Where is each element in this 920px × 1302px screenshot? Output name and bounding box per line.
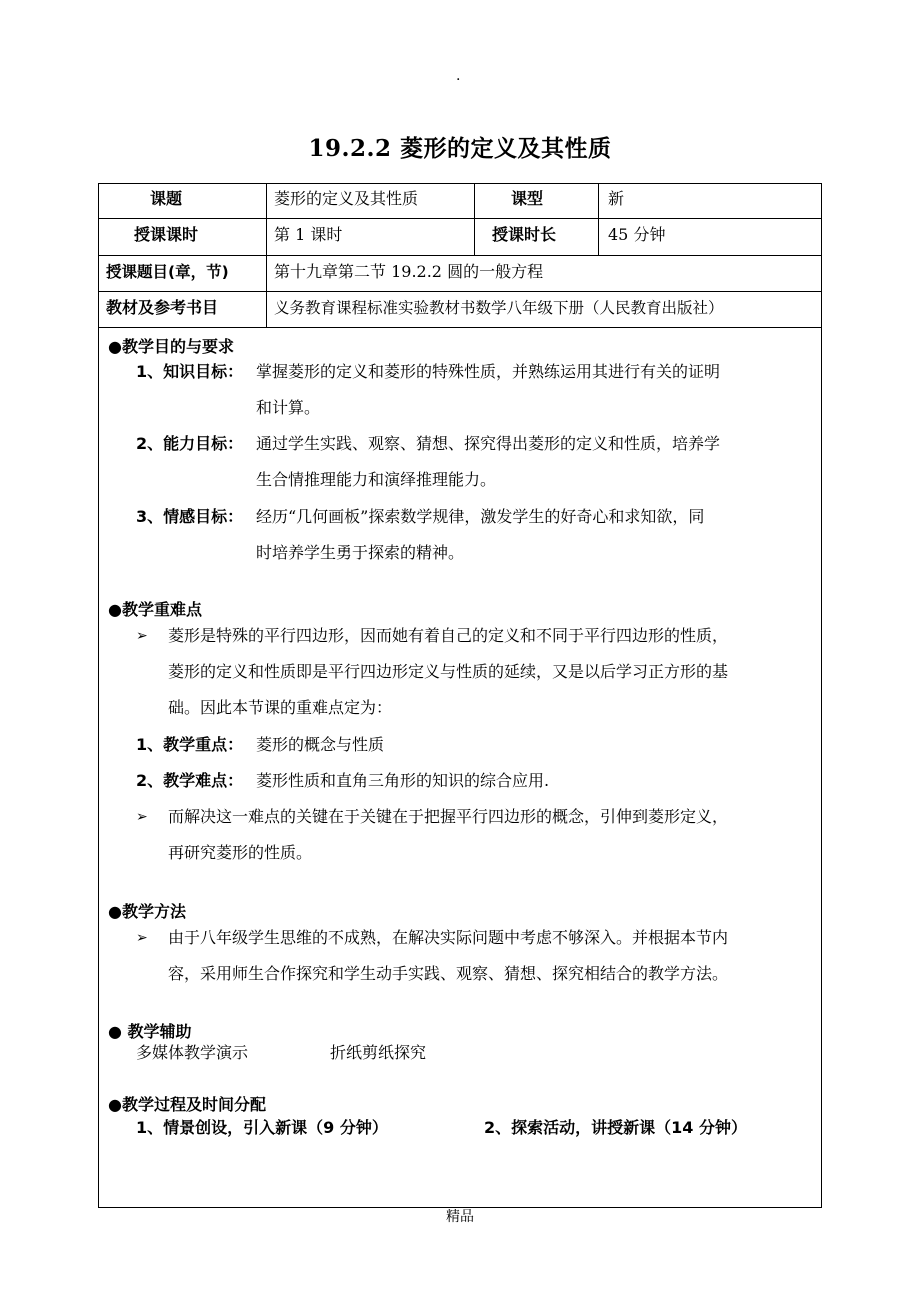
goal-1-line1: 掌握菱形的定义和菱形的特殊性质，并熟练运用其进行有关的证明	[256, 362, 721, 381]
method-heading: ●教学方法	[108, 902, 186, 921]
process-step-1: 1、情景创设，引入新课（9 分钟）	[136, 1118, 388, 1137]
method-text-line2: 容，采用师生合作探究和学生动手实践、观察、猜想、探究相结合的教学方法。	[168, 964, 729, 983]
topic-label: 课题	[150, 189, 183, 208]
type-label: 课型	[511, 189, 544, 208]
bullet-arrow-icon: ➢	[136, 930, 148, 946]
goal-1-label: 1、知识目标：	[136, 362, 244, 381]
difficulty-value: 菱形性质和直角三角形的知识的综合应用.	[256, 771, 550, 790]
aids-heading: ● 教学辅助	[108, 1022, 192, 1041]
focus-value: 菱形的概念与性质	[256, 735, 385, 754]
goals-heading: ●教学目的与要求	[108, 337, 234, 356]
page-title: 19.2.2 菱形的定义及其性质	[308, 135, 612, 162]
goal-3-label: 3、情感目标：	[136, 507, 244, 526]
solution-text-line2: 再研究菱形的性质。	[168, 843, 313, 862]
goal-1-line2: 和计算。	[256, 398, 321, 417]
solution-text-line1: 而解决这一难点的关键在于关键在于把握平行四边形的概念，引伸到菱形定义，	[168, 807, 729, 826]
aid-item-multimedia: 多媒体教学演示	[136, 1043, 249, 1062]
difficulty-label: 2、教学难点：	[136, 771, 244, 790]
process-heading: ●教学过程及时间分配	[108, 1095, 266, 1114]
goal-3-line1: 经历“几何画板”探索数学规律，激发学生的好奇心和求知欲，同	[256, 507, 705, 526]
books-label: 教材及参考书目	[106, 298, 219, 317]
goal-2-line1: 通过学生实践、观察、猜想、探究得出菱形的定义和性质，培养学	[256, 434, 721, 453]
type-value: 新	[608, 189, 625, 208]
keypoints-text-line3: 础。因此本节课的重难点定为：	[168, 698, 393, 717]
header-mark: .	[456, 68, 461, 84]
hours-label: 授课课时	[134, 225, 199, 244]
goal-3-line2: 时培养学生勇于探索的精神。	[256, 543, 465, 562]
focus-label: 1、教学重点：	[136, 735, 244, 754]
process-step-2: 2、探索活动，讲授新课（14 分钟）	[484, 1118, 747, 1137]
chapter-label: 授课题目(章，节)	[106, 263, 229, 281]
keypoints-text-line2: 菱形的定义和性质即是平行四边形定义与性质的延续，又是以后学习正方形的基	[168, 662, 729, 681]
keypoints-text-line1: 菱形是特殊的平行四边形，因而她有着自己的定义和不同于平行四边形的性质，	[168, 626, 729, 645]
method-text-line1: 由于八年级学生思维的不成熟，在解决实际问题中考虑不够深入。并根据本节内	[168, 928, 729, 947]
footer-label: 精品	[446, 1209, 474, 1225]
books-value: 义务教育课程标准实验教材书数学八年级下册（人民教育出版社）	[274, 299, 724, 317]
topic-value: 菱形的定义及其性质	[274, 189, 419, 208]
aid-item-paper: 折纸剪纸探究	[330, 1043, 427, 1062]
bullet-arrow-icon: ➢	[136, 628, 148, 644]
bullet-arrow-icon: ➢	[136, 809, 148, 825]
chapter-value: 第十九章第二节 19.2.2 圆的一般方程	[274, 262, 544, 281]
goal-2-label: 2、能力目标：	[136, 434, 244, 453]
hours-value: 第 1 课时	[274, 225, 343, 244]
goal-2-line2: 生合情推理能力和演绎推理能力。	[256, 470, 497, 489]
keypoints-heading: ●教学重难点	[108, 600, 202, 619]
duration-label: 授课时长	[492, 225, 557, 244]
duration-value: 45 分钟	[608, 225, 666, 244]
